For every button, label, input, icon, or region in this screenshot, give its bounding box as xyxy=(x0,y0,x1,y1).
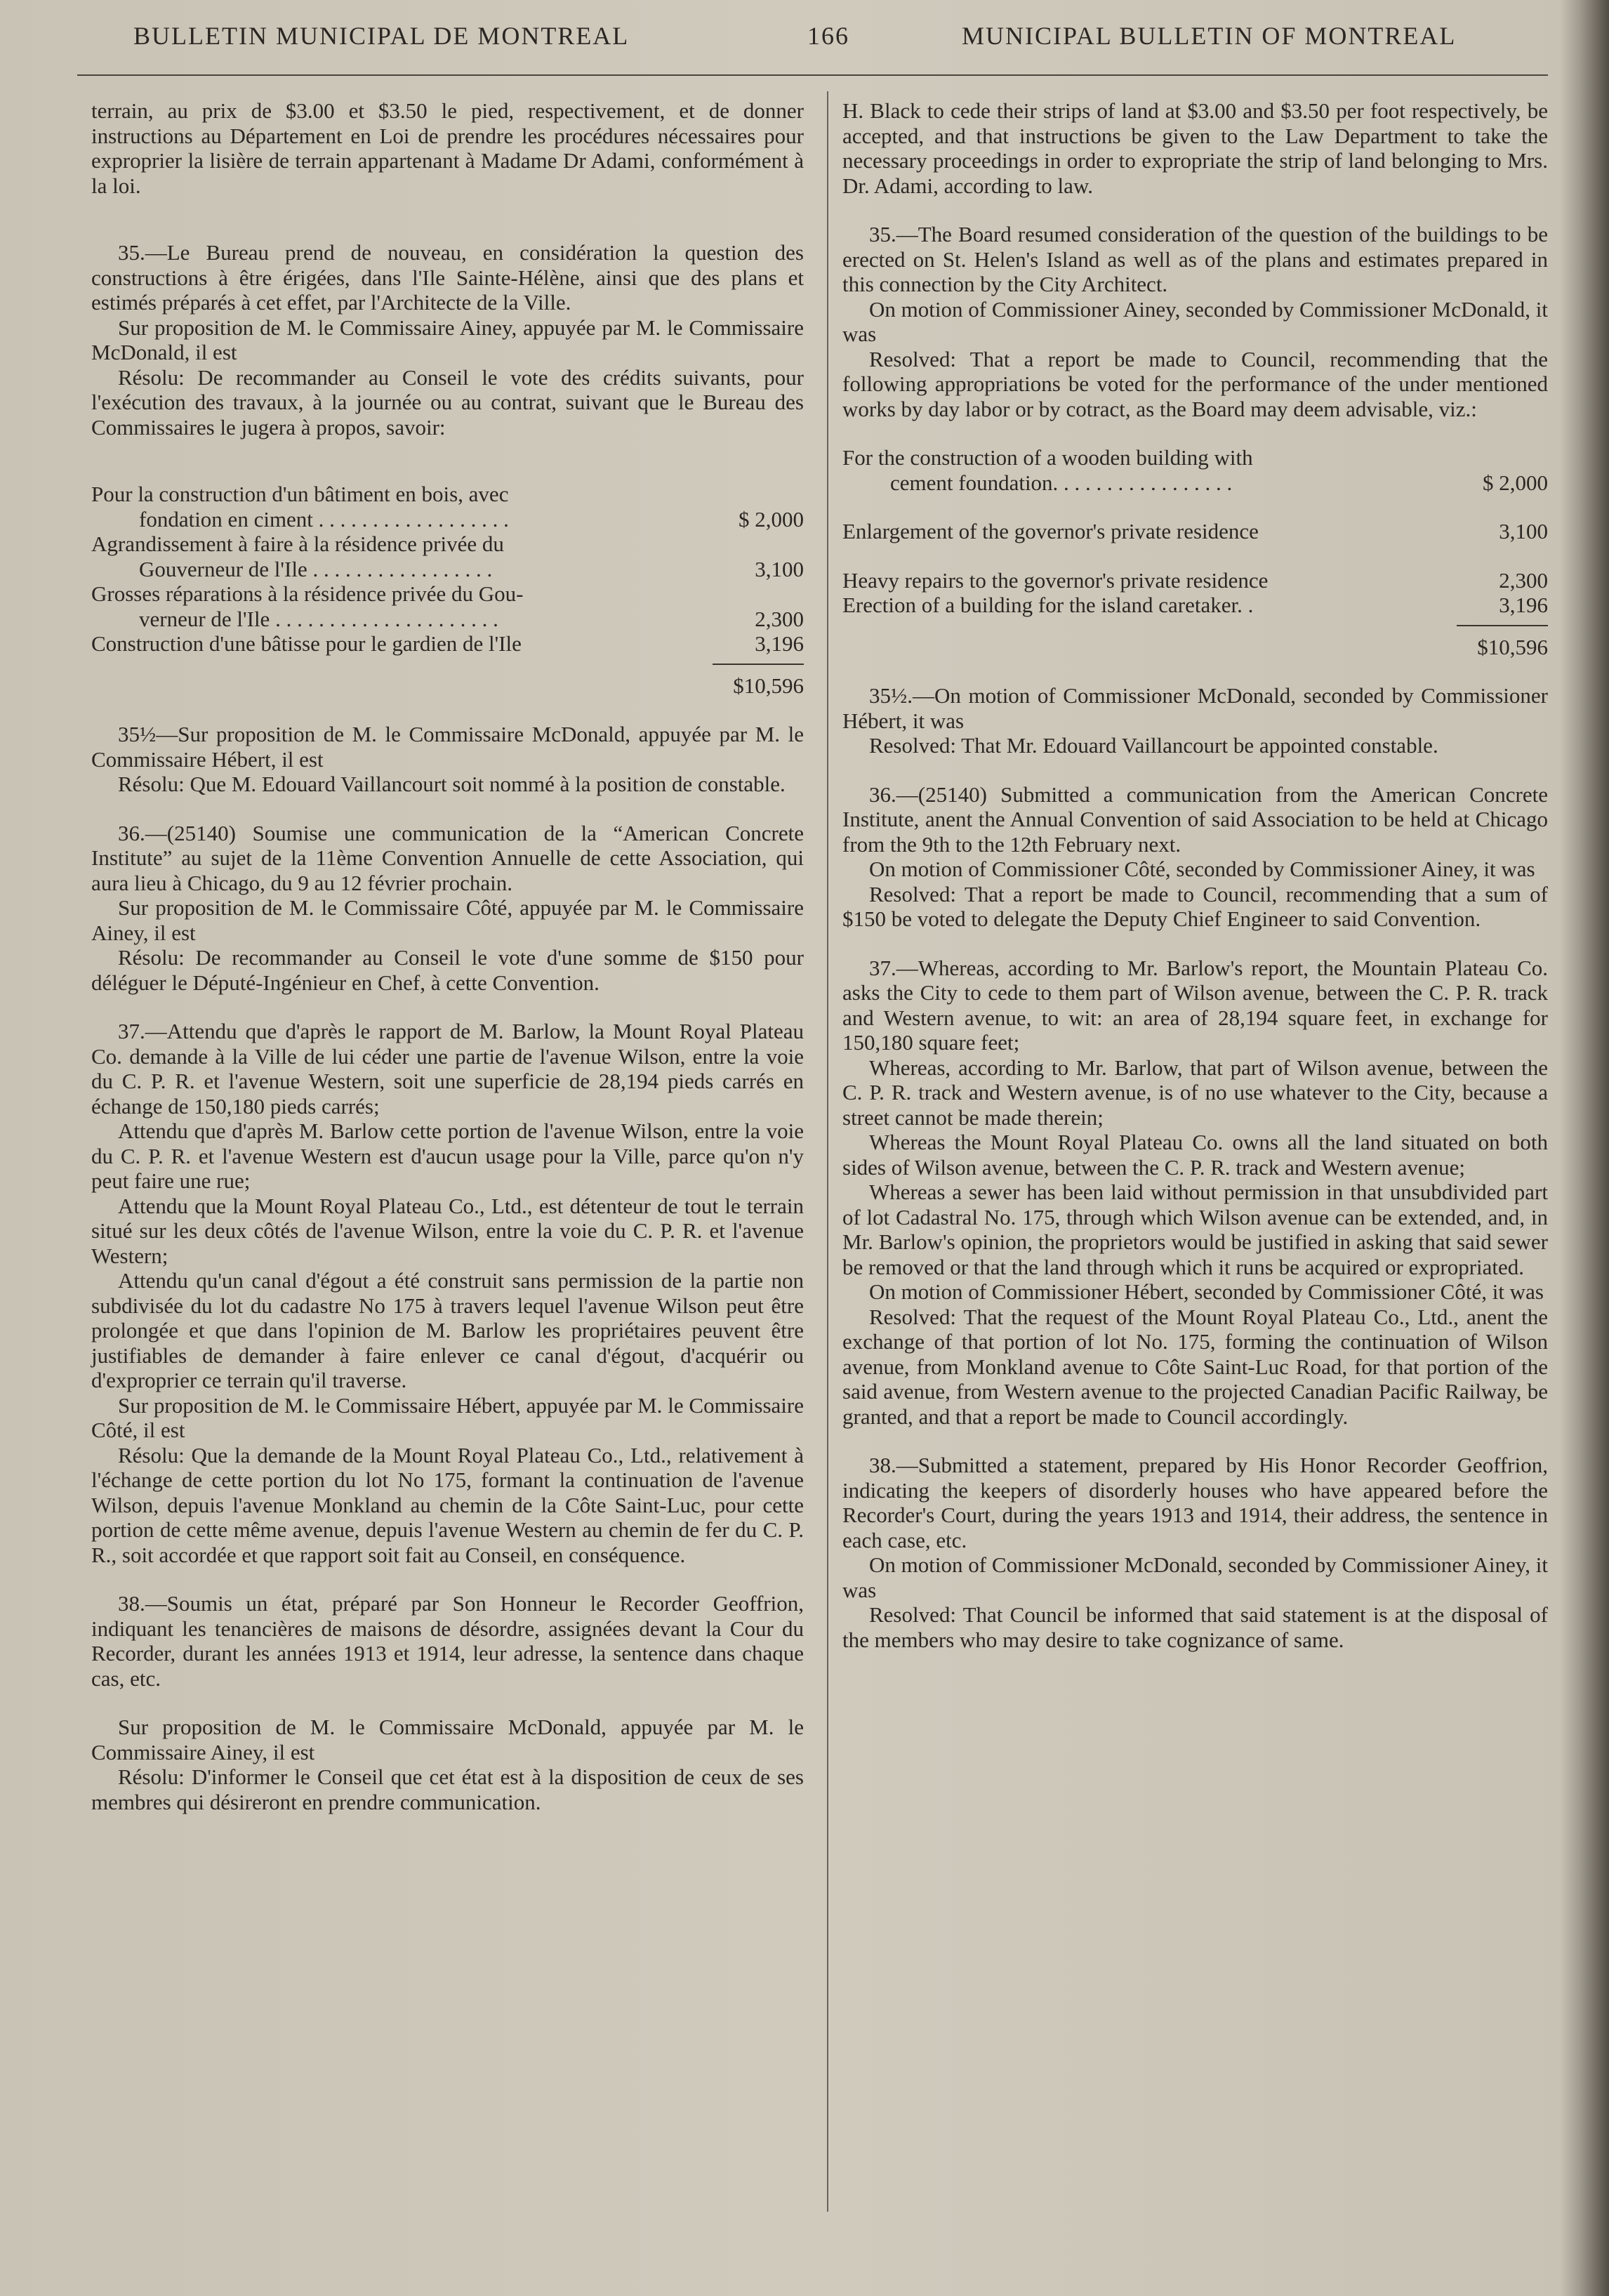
fr-appropriation-row: fondation en ciment . . . . . . . . . . . . . . . . . . $ 2,000 xyxy=(139,506,804,532)
en-item-36: 36.—(25140) Submitted a communication from the American Concrete Institute, anent the Annual Convention of said Association to be held at Chicago from the 9th to the 12th February next. xyxy=(842,781,1548,857)
header-title-en: MUNICIPAL BULLETIN OF MONTREAL xyxy=(962,22,1457,50)
fr-amount: 2,300 xyxy=(755,606,804,631)
fr-appropriation-row: Construction d'une bâtisse pour le gardien de l'Ile 3,196 xyxy=(91,631,804,656)
en-total: $10,596 xyxy=(1477,634,1548,659)
en-appropriation-row: cement foundation. . . . . . . . . . . . . . . . . $ 2,000 xyxy=(890,470,1548,495)
en-item-38: 38.—Submitted a statement, prepared by His Honor Recorder Geoffrion, indicating the keepers of disorderly houses who have appeared before the Recorder's Court, during the years 1913 and 1914, their address, the sentence in each case, etc. xyxy=(842,1453,1548,1552)
en-item-37-whereas-3: Whereas the Mount Royal Plateau Co. owns all the land situated on both sides of Wilson avenue, between the C. P. R. track and Western avenue; xyxy=(842,1130,1548,1180)
fr-item-35: 35.—Le Bureau prend de nouveau, en considération la question des constructions à être érigées, dans l'Ile Sainte-Hélène, ainsi que des plans et estimés préparés à cet effet, par l'Architecte de la Ville. xyxy=(91,240,804,315)
en-item-38-resolution: Resolved: That Council be informed that said statement is at the disposal of the members who may desire to take cognizance of same. xyxy=(842,1602,1548,1652)
fr-amount: $ 2,000 xyxy=(739,506,804,532)
english-column xyxy=(842,98,1548,1652)
fr-item-38-resolution: Résolu: D'informer le Conseil que cet état est à la disposition de ceux de ses membres qui désireront en prendre communication. xyxy=(91,1764,804,1814)
fr-appropriation-row: verneur de l'Ile . . . . . . . . . . . . . . . . . . . . . 2,300 xyxy=(139,606,804,631)
column-divider xyxy=(827,91,828,2212)
en-amount: $ 2,000 xyxy=(1483,470,1548,495)
fr-item-37-whereas-2: Attendu que d'après M. Barlow cette portion de l'avenue Wilson, entre la voie du C. P. R. et l'avenue Western est d'aucun usage pour la Ville, parce qu'on n'y peut faire une rue; xyxy=(91,1119,804,1193)
fr-item-35-resolution: Résolu: De recommander au Conseil le vote des crédits suivants, pour l'exécution des travaux, à la journée ou au contrat, suivant que le Bureau des Commissaires le jugera à propos, savoir: xyxy=(91,364,804,440)
en-appropriation-row: Enlargement of the governor's private residence 3,100 xyxy=(842,519,1548,543)
en-item-36-motion: On motion of Commissioner Côté, seconded by Commissioner Ainey, it was xyxy=(869,857,1535,881)
fr-appropriation-row: Pour la construction d'un bâtiment en bois, avec xyxy=(91,482,509,506)
fr-amount: 3,100 xyxy=(755,556,804,581)
fr-item-36-motion: Sur proposition de M. le Commissaire Côté, appuyée par M. le Commissaire Ainey, il est xyxy=(91,895,804,945)
en-item-37-whereas-4: Whereas a sewer has been laid without permission in that unsubdivided part of lot Cadastral No. 175, through which Wilson avenue can be extended, and, in Mr. Barlow's opinion, the proprietors would be justified in asking that said sewer be removed or that the land through which it runs be acquired or expropriated. xyxy=(842,1180,1548,1279)
en-item-35: 35.—The Board resumed consideration of the question of the buildings to be erected on St. Helen's Island as well as of the plans and estimates prepared in this connection by the City Architect. xyxy=(842,222,1548,296)
fr-item-35-motion: Sur proposition de M. le Commissaire Ainey, appuyée par M. le Commissaire McDonald, il est xyxy=(91,315,804,364)
fr-total: $10,596 xyxy=(733,673,804,698)
en-item-37: 37.—Whereas, according to Mr. Barlow's report, the Mountain Plateau Co. asks the City to cede to them part of Wilson avenue, between the C. P. R. track and Western avenue, to wit: an area of 28,194 square feet, in exchange for 150,180 square feet; xyxy=(842,955,1548,1055)
en-amount: 3,100 xyxy=(1499,519,1548,543)
fr-amount: 3,196 xyxy=(755,631,804,656)
en-item-37-whereas-2: Whereas, according to Mr. Barlow, that part of Wilson avenue, between the C. P. R. track and Western avenue, is of no use whatever to the City, because a street cannot be made therein; xyxy=(842,1055,1548,1130)
page-header xyxy=(133,21,1509,63)
en-item-35-half-resolution: Resolved: That Mr. Edouard Vaillancourt be appointed constable. xyxy=(869,733,1438,758)
en-appropriation-row: For the construction of a wooden building with xyxy=(842,445,1253,470)
fr-item-38: 38.—Soumis un état, préparé par Son Honneur le Recorder Geoffrion, indiquant les tenancières de maisons de désordre, assignées devant la Cour du Recorder, durant les années 1913 et 1914, leur adresse, la sentence dans chaque cas, etc. xyxy=(91,1591,804,1691)
en-item-35-motion: On motion of Commissioner Ainey, seconded by Commissioner McDonald, it was xyxy=(842,296,1548,346)
fr-item-37-motion: Sur proposition de M. le Commissaire Hébert, appuyée par M. le Commissaire Côté, il est xyxy=(91,1392,804,1442)
header-title-fr: BULLETIN MUNICIPAL DE MONTREAL xyxy=(133,22,630,50)
french-column xyxy=(91,98,804,1814)
fr-item-38-motion: Sur proposition de M. le Commissaire McDonald, appuyée par M. le Commissaire Ainey, il est xyxy=(91,1715,804,1764)
en-amount: 3,196 xyxy=(1499,593,1548,617)
header-rule xyxy=(77,74,1548,76)
page-binding-shadow xyxy=(1560,0,1609,2296)
en-item-35-half: 35½.—On motion of Commissioner McDonald, seconded by Commissioner Hébert, it was xyxy=(842,683,1548,733)
en-item-35-resolution: Resolved: That a report be made to Council, recommending that the following appropriations be voted for the performance of the under mentioned works by day labor or by cotract, as the Board may deem advisable, viz.: xyxy=(842,346,1548,421)
fr-appropriation-row: Gouverneur de l'Ile . . . . . . . . . . . . . . . . . 3,100 xyxy=(139,556,804,581)
fr-appropriations-table xyxy=(91,482,804,698)
fr-item-37-whereas-4: Attendu qu'un canal d'égout a été construit sans permission de la partie non subdivisée du lot du cadastre No 175 à travers lequel l'avenue Wilson peut être prolongée et que dans l'opinion de M. Barlow les propriétaires peuvent être justifiables de demander à faire enlever ce canal d'égout, d'acquérir ou d'exproprier ce terrain qu'il traverse. xyxy=(91,1268,804,1392)
en-amount: 2,300 xyxy=(1499,567,1548,593)
fr-item-35-half: 35½—Sur proposition de M. le Commissaire McDonald, appuyée par M. le Commissaire Hébert, il est xyxy=(91,722,804,772)
fr-item-36: 36.—(25140) Soumise une communication de la “American Concrete Institute” au sujet de la 11ème Convention Annuelle de cette Association, qui aura lieu à Chicago, du 9 au 12 février prochain. xyxy=(91,820,804,895)
fr-continued-paragraph: terrain, au prix de $3.00 et $3.50 le pied, respectivement, et de donner instructions au Département en Loi de prendre les procédures nécessaires pour exproprier la lisière de terrain appartenant à Madame Dr Adami, conformément à la loi. xyxy=(91,98,804,198)
fr-item-35-half-resolution: Résolu: Que M. Edouard Vaillancourt soit nommé à la position de constable. xyxy=(118,772,786,796)
en-item-37-motion: On motion of Commissioner Hébert, seconded by Commissioner Côté, it was xyxy=(869,1279,1544,1304)
page-number: 166 xyxy=(807,22,849,50)
en-appropriations-table xyxy=(842,445,1548,659)
fr-total-rule xyxy=(713,664,804,665)
fr-item-37: 37.—Attendu que d'après le rapport de M. Barlow, la Mount Royal Plateau Co. demande à la Ville de lui céder une partie de l'avenue Wilson, entre la voie du C. P. R. et l'avenue Western, soit une superficie de 28,194 pieds carrés en échange de 150,180 pieds carrés; xyxy=(91,1019,804,1119)
fr-appropriation-row: Grosses réparations à la résidence privée du Gou- xyxy=(91,581,524,606)
en-appropriation-row: Erection of a building for the island caretaker. . 3,196 xyxy=(842,593,1548,617)
en-item-38-motion: On motion of Commissioner McDonald, seconded by Commissioner Ainey, it was xyxy=(842,1552,1548,1602)
fr-appropriation-row: Agrandissement à faire à la résidence privée du xyxy=(91,532,504,556)
en-continued-paragraph: H. Black to cede their strips of land at $3.00 and $3.50 per foot respectively, be accepted, and that instructions be given to the Law Department to take the necessary proceedings in order to expropriate the strip of land belonging to Mrs. Dr. Adami, according to law. xyxy=(842,98,1548,198)
fr-item-36-resolution: Résolu: De recommander au Conseil le vote d'une somme de $150 pour déléguer le Député-Ingénieur en Chef, à cette Convention. xyxy=(91,945,804,995)
fr-item-37-resolution: Résolu: Que la demande de la Mount Royal Plateau Co., Ltd., relativement à l'échange de cette portion du lot No 175, formant la continuation de l'avenue Wilson, depuis l'avenue Monkland au chemin de la Côte Saint-Luc, pour cette portion de cette même avenue, depuis l'avenue Western au chemin de fer du C. P. R., soit accordée et que rapport soit fait au Conseil, en conséquence. xyxy=(91,1442,804,1567)
en-total-rule xyxy=(1457,625,1548,626)
fr-item-37-whereas-3: Attendu que la Mount Royal Plateau Co., Ltd., est détenteur de tout le terrain situé sur les deux côtés de l'avenue Wilson, entre la voie du C. P. R. et l'avenue Western; xyxy=(91,1193,804,1268)
en-item-36-resolution: Resolved: That a report be made to Council, recommending that a sum of $150 be voted to delegate the Deputy Chief Engineer to said Convention. xyxy=(842,881,1548,931)
en-item-37-resolution: Resolved: That the request of the Mount Royal Plateau Co., Ltd., anent the exchange of that portion of lot No. 175, forming the continuation of Wilson avenue, from Monkland avenue to Côte Saint-Luc Road, for that portion of the said avenue, from Western avenue to the projected Canadian Pacific Railway, be granted, and that a report be made to Council accordingly. xyxy=(842,1304,1548,1429)
en-appropriation-row: Heavy repairs to the governor's private residence 2,300 xyxy=(842,567,1548,593)
